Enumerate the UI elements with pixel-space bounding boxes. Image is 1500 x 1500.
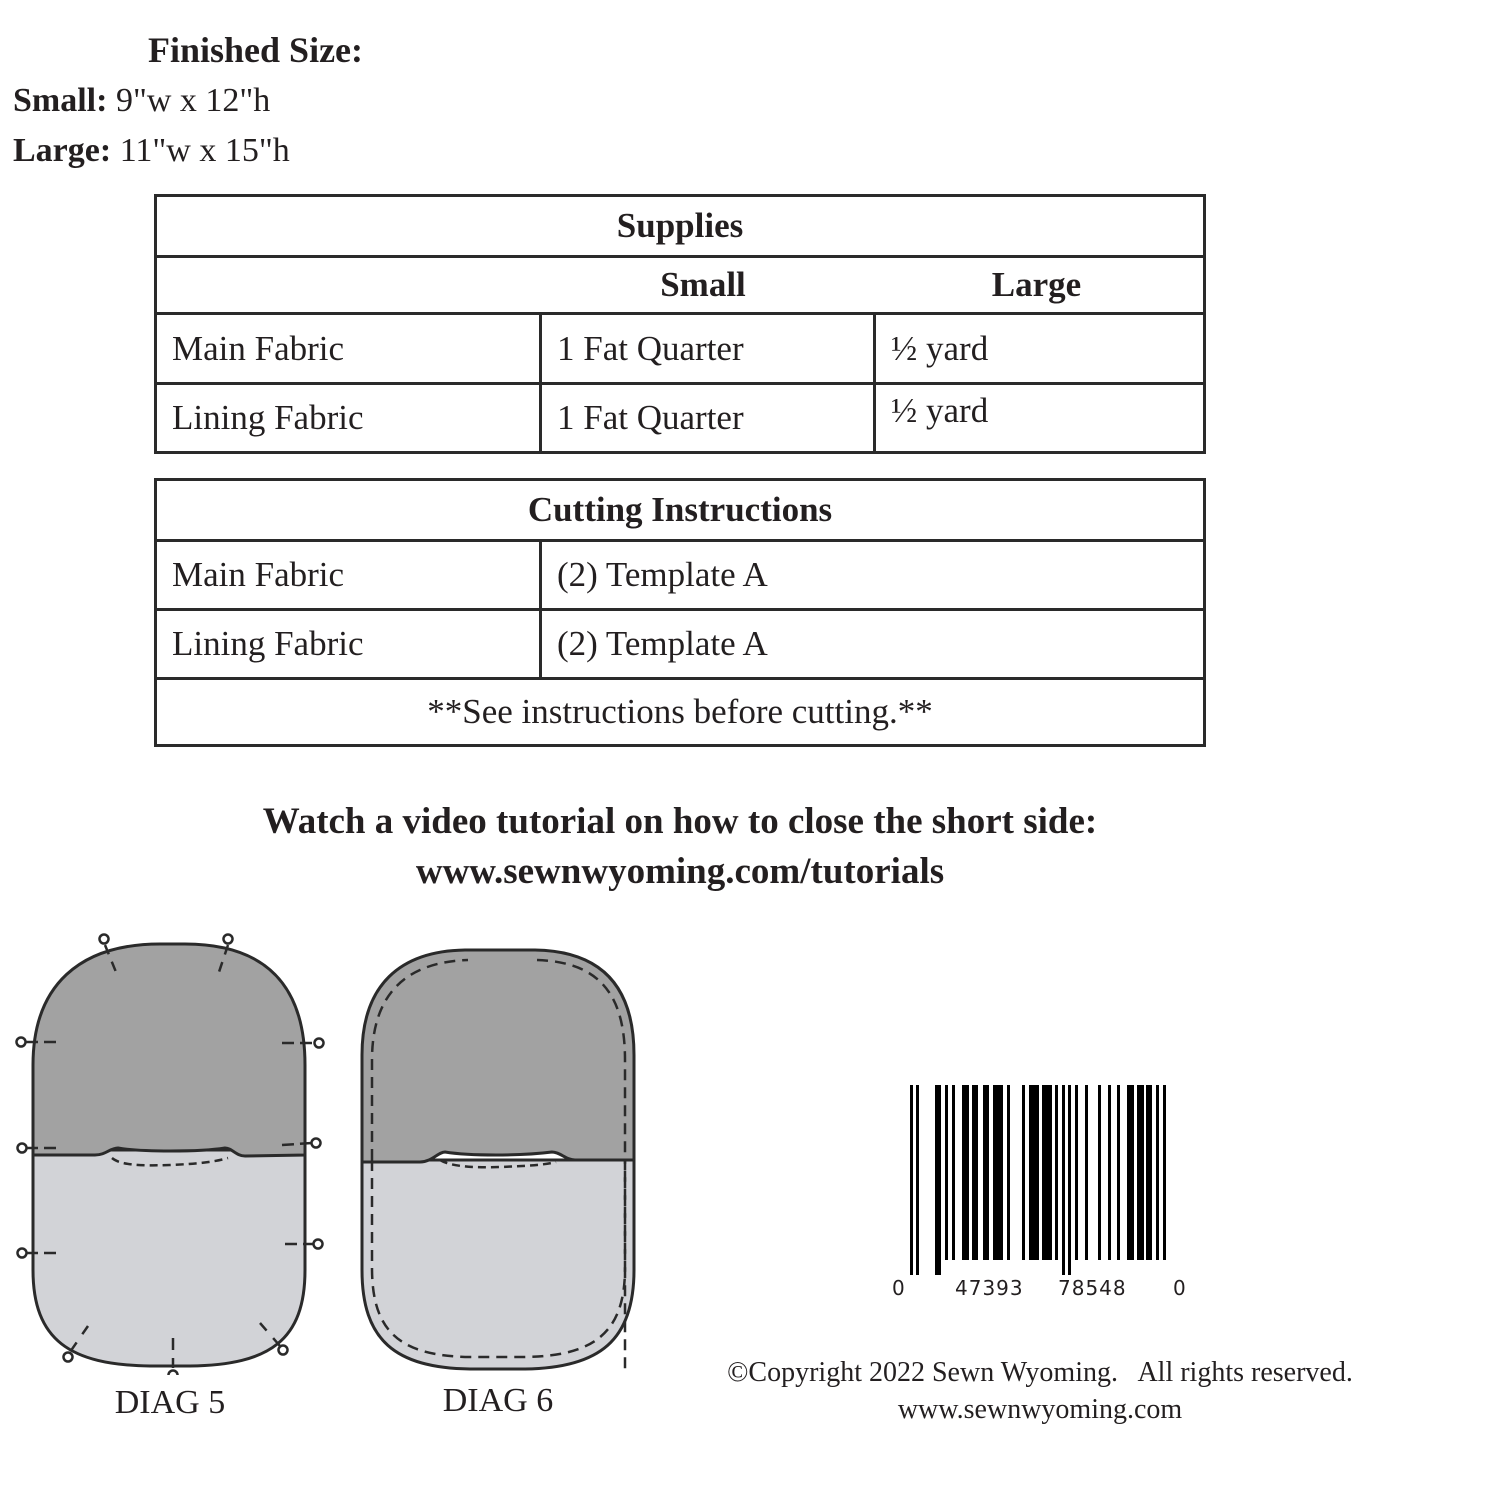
barcode-left-group: 47393 bbox=[955, 1276, 1024, 1300]
copyright-text: ©Copyright 2022 Sewn Wyoming. All rights reserved. bbox=[727, 1357, 1353, 1388]
supplies-title: Supplies bbox=[616, 206, 744, 245]
large-label: Large: bbox=[13, 132, 112, 169]
supplies-item: Lining Fabric bbox=[172, 398, 364, 437]
barcode bbox=[905, 1085, 1170, 1275]
diag5-label: DIAG 5 bbox=[114, 1384, 226, 1421]
barcode-right-group: 78548 bbox=[1058, 1276, 1127, 1300]
small-value: 9"w x 12"h bbox=[115, 82, 271, 119]
finished-size-small bbox=[13, 79, 270, 123]
cutting-value: (2) Template A bbox=[539, 542, 1203, 608]
video-tutorial-text: Watch a video tutorial on how to close the short side: bbox=[262, 801, 1098, 842]
supplies-col-small: Small bbox=[660, 265, 746, 304]
supplies-large: ½ yard bbox=[873, 385, 1203, 451]
supplies-table bbox=[154, 194, 1206, 454]
supplies-small: 1 Fat Quarter bbox=[539, 315, 873, 382]
table-row bbox=[157, 382, 1203, 451]
diag5-illustration bbox=[0, 925, 340, 1375]
cutting-note: **See instructions before cutting.** bbox=[427, 692, 933, 731]
supplies-item: Main Fabric bbox=[172, 328, 345, 368]
cutting-item: Main Fabric bbox=[172, 555, 345, 594]
supplies-header-blank bbox=[157, 258, 536, 312]
diag6-illustration bbox=[350, 940, 650, 1380]
diag6-label: DIAG 6 bbox=[442, 1382, 554, 1419]
supplies-small: 1 Fat Quarter bbox=[539, 385, 873, 451]
cutting-item: Lining Fabric bbox=[172, 624, 364, 663]
finished-size-large bbox=[13, 129, 290, 173]
supplies-title-row bbox=[157, 197, 1203, 255]
video-tutorial-link[interactable]: www.sewnwyoming.com/tutorials bbox=[415, 851, 945, 892]
small-label: Small: bbox=[13, 82, 108, 119]
cutting-title-row bbox=[157, 481, 1203, 539]
supplies-large: ½ yard bbox=[873, 315, 1203, 382]
table-row bbox=[157, 608, 1203, 677]
cutting-title: Cutting Instructions bbox=[527, 490, 833, 529]
cutting-value: (2) Template A bbox=[539, 611, 1203, 677]
website-link[interactable]: www.sewnwyoming.com bbox=[897, 1394, 1183, 1425]
table-row bbox=[157, 539, 1203, 608]
large-value: 11"w x 15"h bbox=[119, 132, 290, 169]
barcode-check-digit: 0 bbox=[1173, 1276, 1186, 1300]
supplies-header-row bbox=[157, 255, 1203, 312]
cutting-note-row bbox=[157, 677, 1203, 744]
finished-size-title: Finished Size: bbox=[148, 30, 364, 70]
barcode-lead-digit: 0 bbox=[892, 1276, 905, 1300]
supplies-col-large: Large bbox=[991, 265, 1082, 304]
table-row bbox=[157, 312, 1203, 382]
cutting-table bbox=[154, 478, 1206, 747]
